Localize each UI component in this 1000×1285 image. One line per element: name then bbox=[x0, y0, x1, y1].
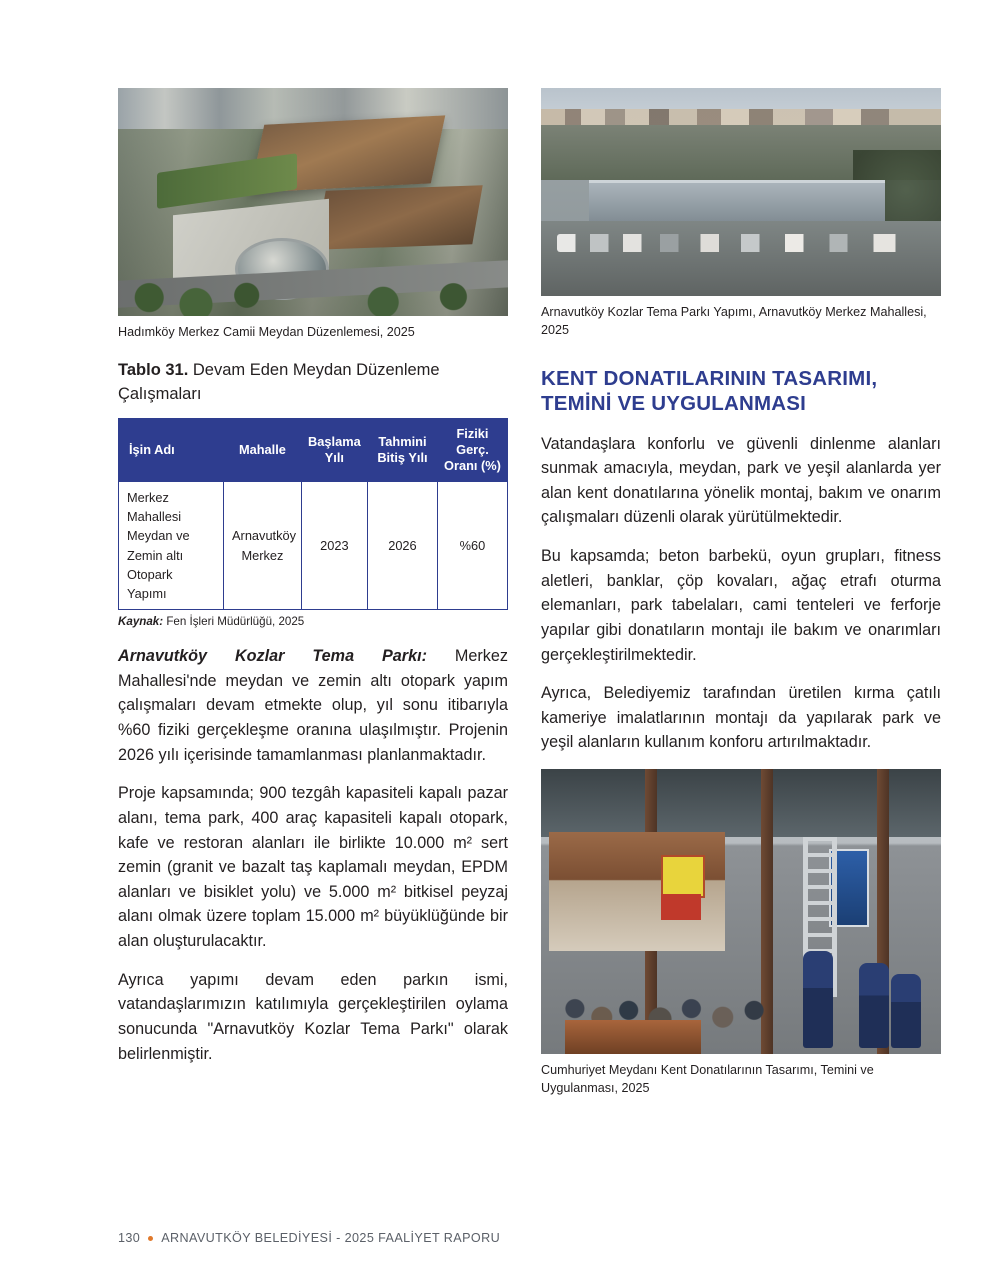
photo-hadimkoy-meydan bbox=[118, 88, 508, 316]
photo-decor-sign-yellow bbox=[661, 855, 705, 899]
table-title-label: Tablo 31. bbox=[118, 361, 189, 380]
table-title bbox=[118, 359, 508, 406]
photo-kozlar-tema-parki bbox=[541, 88, 941, 296]
photo-caption-hadimkoy: Hadımköy Merkez Camii Meydan Düzenlemesi, 2025 bbox=[118, 325, 415, 339]
cell-mahalle: Arnavutköy Merkez bbox=[224, 482, 302, 610]
photo-decor-bench bbox=[565, 1020, 701, 1054]
table-source bbox=[118, 615, 508, 628]
cell-oran: %60 bbox=[437, 482, 507, 610]
paragraph-kozlar-tema-parki bbox=[118, 644, 508, 767]
table-source-text: Fen İşleri Müdürlüğü, 2025 bbox=[166, 615, 305, 629]
photo-decor-cars bbox=[557, 234, 925, 253]
paragraph-lead: Arnavutköy Kozlar Tema Parkı: bbox=[118, 647, 427, 666]
photo-decor-market-roof bbox=[589, 180, 885, 225]
section-heading-kent-donatilari: KENT DONATILARININ TASARIMI, TEMİNİ VE UYGULANMASI bbox=[541, 366, 878, 415]
paragraph-donati-2: Bu kapsamda; beton barbekü, oyun grupları, fitness aletleri, banklar, çöp kovaları, ağaç etrafı oturma elemanları, park tabelaları, cami tenteleri ve ferforje yapılar gibi donatıların montajı ile bakım ve onarımları gerçekleştirilmektedir. bbox=[541, 547, 941, 664]
footer-text: ARNAVUTKÖY BELEDİYESİ - 2025 FAALİYET RAPORU bbox=[161, 1231, 501, 1245]
table-header-tahmini-bitis-yili: Tahmini Bitiş Yılı bbox=[367, 419, 437, 482]
table-header-is-adi: İşin Adı bbox=[119, 419, 224, 482]
paragraph-donati-1: Vatandaşlara konforlu ve güvenli dinlenme alanları sunmak amacıyla, meydan, park ve yeşil alanlarda yer alan kent donatılarına yönelik montaj, bakım ve onarım çalışmaları düzenli olarak yürütülmektedir. bbox=[541, 434, 941, 527]
photo-decor-green bbox=[157, 153, 297, 209]
table-header-row bbox=[119, 419, 508, 482]
photo-decor-roof-b bbox=[315, 186, 482, 251]
photo-decor-parking-lot bbox=[541, 221, 941, 296]
paragraph-park-name-vote: Ayrıca yapımı devam eden parkın ismi, vatandaşlarımızın katılımıyla gerçekleştirilen oylama sonucunda "Arnavutköy Kozlar Tema Parkı" olarak belirlenmiştir. bbox=[118, 970, 508, 1063]
left-column bbox=[118, 88, 508, 1080]
photo-decor-worker-1 bbox=[803, 951, 833, 1048]
cell-is-adi: Merkez Mahallesi Meydan ve Zemin altı Otopark Yapımı bbox=[119, 482, 224, 610]
table-ongoing-square-works bbox=[118, 418, 508, 610]
bullet-icon bbox=[148, 1236, 153, 1241]
cell-bitis: 2026 bbox=[367, 482, 437, 610]
page-number: 130 bbox=[118, 1231, 141, 1245]
photo-decor-worker-3 bbox=[891, 974, 921, 1048]
table-title-text: Devam Eden Meydan Düzenleme Çalışmaları bbox=[118, 361, 440, 403]
photo-decor-sign-red bbox=[661, 894, 701, 920]
table-header-fiziki-gerc-orani: Fiziki Gerç. Oranı (%) bbox=[437, 419, 507, 482]
table-row bbox=[119, 482, 508, 610]
paragraph-donati-3: Ayrıca, Belediyemiz tarafından üretilen kırma çatılı kameriye imalatlarının montajı da yapılarak park ve yeşil alanların kullanım konforu artırılmaktadır. bbox=[541, 684, 941, 752]
photo-decor-trees bbox=[118, 270, 508, 316]
paragraph-project-scope: Proje kapsamında; 900 tezgâh kapasiteli kapalı pazar alanı, tema park, 400 araç kapasiteli kapalı otopark, kafe ve restoran alanları ile birlikte 10.000 m² sert zemin (granit ve bazalt taş kaplamalı meydan, EPDM alanları ve bisiklet yolu) ve 5.000 m² bitkisel peyzaj alanı olmak üzere toplam 15.000 m² büyüklüğünde bir alan oluşturulacaktır. bbox=[118, 784, 508, 951]
paragraph-1-text: Merkez Mahallesi'nde meydan ve zemin altı otopark yapım çalışmaları devam etmekte olup, yıl sonu itibarıyla %60 fiziki gerçekleşme oranına ulaşılmıştır. Projenin 2026 yılı içerisinde tamamlanması planlanmaktadır. bbox=[118, 647, 508, 764]
table-header-mahalle: Mahalle bbox=[224, 419, 302, 482]
page-footer bbox=[118, 1231, 500, 1245]
cell-baslama: 2023 bbox=[301, 482, 367, 610]
table-source-label: Kaynak: bbox=[118, 615, 164, 629]
photo-caption-cumhuriyet: Cumhuriyet Meydanı Kent Donatılarının Tasarımı, Temini ve Uygulanması, 2025 bbox=[541, 1063, 874, 1096]
photo-decor-worker-2 bbox=[859, 963, 889, 1049]
table-header-baslama-yili: Başlama Yılı bbox=[301, 419, 367, 482]
photo-cumhuriyet-meydani bbox=[541, 769, 941, 1054]
photo-caption-kozlar: Arnavutköy Kozlar Tema Parkı Yapımı, Arnavutköy Merkez Mahallesi, 2025 bbox=[541, 305, 927, 338]
right-column bbox=[541, 88, 941, 1098]
